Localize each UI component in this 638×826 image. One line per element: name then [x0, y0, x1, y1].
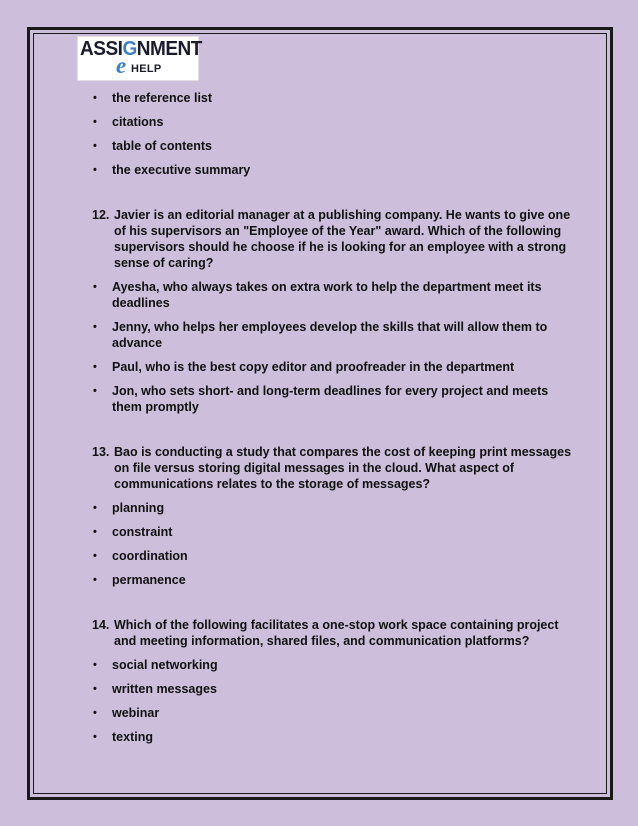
answer-option: • Ayesha, who always takes on extra work to help the department meet its deadlines — [92, 279, 572, 311]
answer-option: • permanence — [92, 572, 572, 588]
answer-option: • written messages — [92, 681, 572, 697]
logo-wordmark: ASSIGNMENT — [80, 38, 202, 60]
answer-option: • Jenny, who helps her employees develop the skills that will allow them to advance — [92, 319, 572, 351]
answer-option: • Paul, who is the best copy editor and proofreader in the department — [92, 359, 572, 375]
answer-option: • webinar — [92, 705, 572, 721]
list-item: • citations — [92, 114, 572, 130]
answer-option: • planning — [92, 500, 572, 516]
answer-option: • texting — [92, 729, 572, 745]
answer-option: • social networking — [92, 657, 572, 673]
logo-help-text: HELP — [131, 63, 162, 75]
question-number: 14. — [92, 618, 110, 632]
answer-option: • coordination — [92, 548, 572, 564]
list-item: • table of contents — [92, 138, 572, 154]
assignment-help-logo — [77, 36, 202, 81]
logo-e-letter: e — [116, 53, 127, 78]
question-text: Bao is conducting a study that compares the cost of keeping print messages on file versus storing digital messages in the cloud. What aspect of communications relates to the storage of messages? — [114, 445, 572, 491]
question-12 — [92, 207, 572, 271]
question-text: Which of the following facilitates a one-stop work space containing project and meeting information, shared files, and communication platforms? — [114, 618, 559, 648]
answer-option: • Jon, who sets short- and long-term deadlines for every project and meets them promptly — [92, 383, 572, 415]
question-number: 13. — [92, 445, 110, 459]
question-14 — [92, 617, 572, 649]
list-item: • the reference list — [92, 90, 572, 106]
question-number: 12. — [92, 208, 110, 222]
answer-option: • constraint — [92, 524, 572, 540]
question-text: Javier is an editorial manager at a publishing company. He wants to give one of his supervisors an "Employee of the Year" award. Which of the following supervisors should he choose if he is looking for an employee with a strong sense of caring? — [114, 208, 571, 270]
question-13 — [92, 444, 572, 492]
list-item: • the executive summary — [92, 162, 572, 178]
document-body — [92, 90, 572, 753]
